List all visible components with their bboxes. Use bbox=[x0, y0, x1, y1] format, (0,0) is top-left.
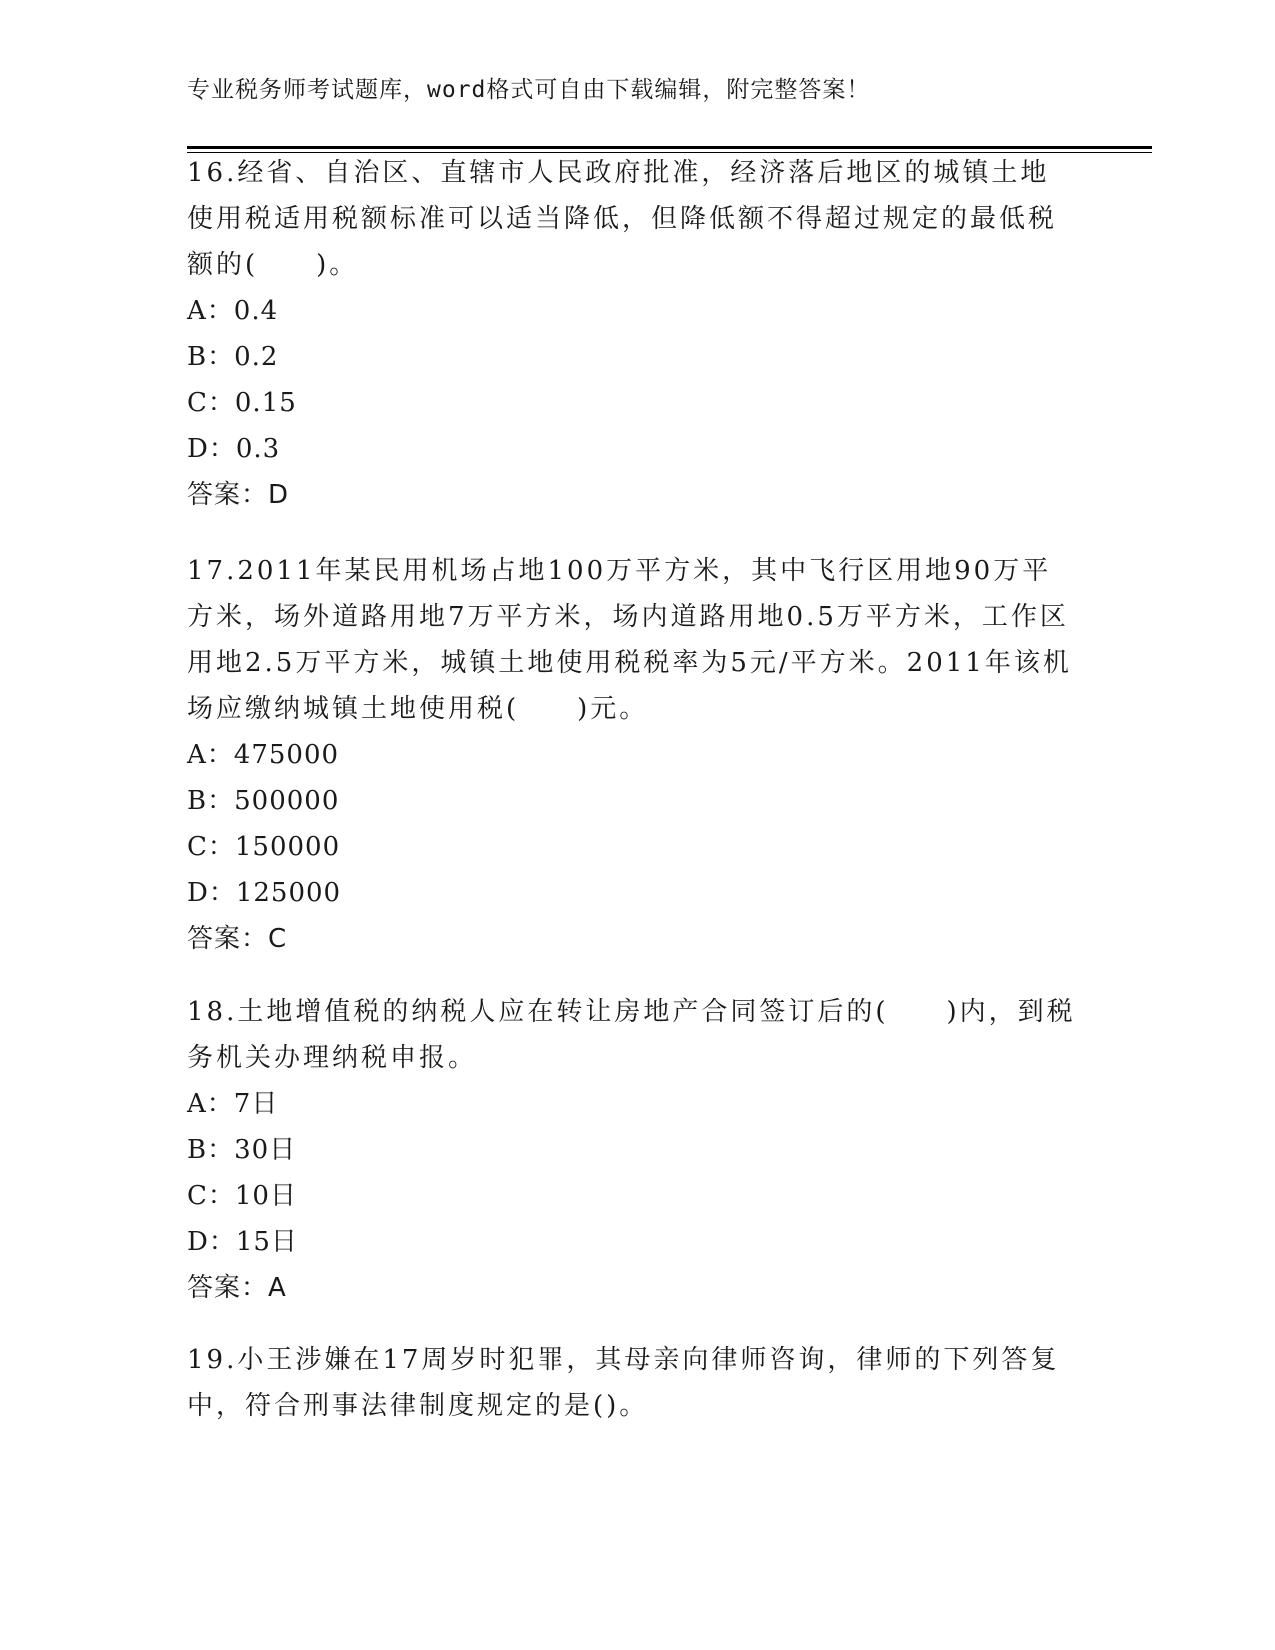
question-17 bbox=[187, 548, 1077, 962]
option-a: A：475000 bbox=[187, 740, 340, 770]
option-b: B：500000 bbox=[187, 786, 340, 816]
option-d: D：15日 bbox=[187, 1227, 298, 1257]
question-stem: 18.土地增值税的纳税人应在转让房地产合同签订后的( )内，到税务机关办理纳税申报。 bbox=[187, 997, 1076, 1073]
page-header: 专业税务师考试题库，word格式可自由下载编辑，附完整答案！ bbox=[187, 77, 871, 103]
option-d: D：0.3 bbox=[187, 434, 281, 464]
question-stem: 19.小王涉嫌在17周岁时犯罪，其母亲向律师咨询，律师的下列答复中，符合刑事法律制度规定的是()。 bbox=[187, 1345, 1060, 1421]
question-18 bbox=[187, 989, 1077, 1311]
option-c: C：150000 bbox=[187, 832, 341, 862]
header-rule-thick bbox=[187, 146, 1152, 149]
option-a: A：0.4 bbox=[187, 296, 279, 326]
option-d: D：125000 bbox=[187, 878, 342, 908]
question-stem: 16.经省、自治区、直辖市人民政府批准，经济落后地区的城镇土地使用税适用税额标准可以适当降低，但降低额不得超过规定的最低税额的( )。 bbox=[187, 158, 1058, 280]
option-a: A：7日 bbox=[187, 1089, 279, 1119]
answer-line: 答案：D bbox=[187, 480, 290, 510]
question-16 bbox=[187, 150, 1077, 518]
option-b: B：0.2 bbox=[187, 342, 279, 372]
option-b: B：30日 bbox=[187, 1135, 297, 1165]
answer-line: 答案：C bbox=[187, 924, 288, 954]
question-stem: 17.2011年某民用机场占地100万平方米，其中飞行区用地90万平方米，场外道路用地7万平方米，场内道路用地0.5万平方米，工作区用地2.5万平方米，城镇土地使用税税率为5元/平方米。2011年该机场应缴纳城镇土地使用税( )元。 bbox=[187, 556, 1072, 724]
answer-line: 答案：A bbox=[187, 1273, 287, 1303]
option-c: C：0.15 bbox=[187, 388, 297, 418]
option-c: C：10日 bbox=[187, 1181, 297, 1211]
question-19 bbox=[187, 1337, 1077, 1429]
